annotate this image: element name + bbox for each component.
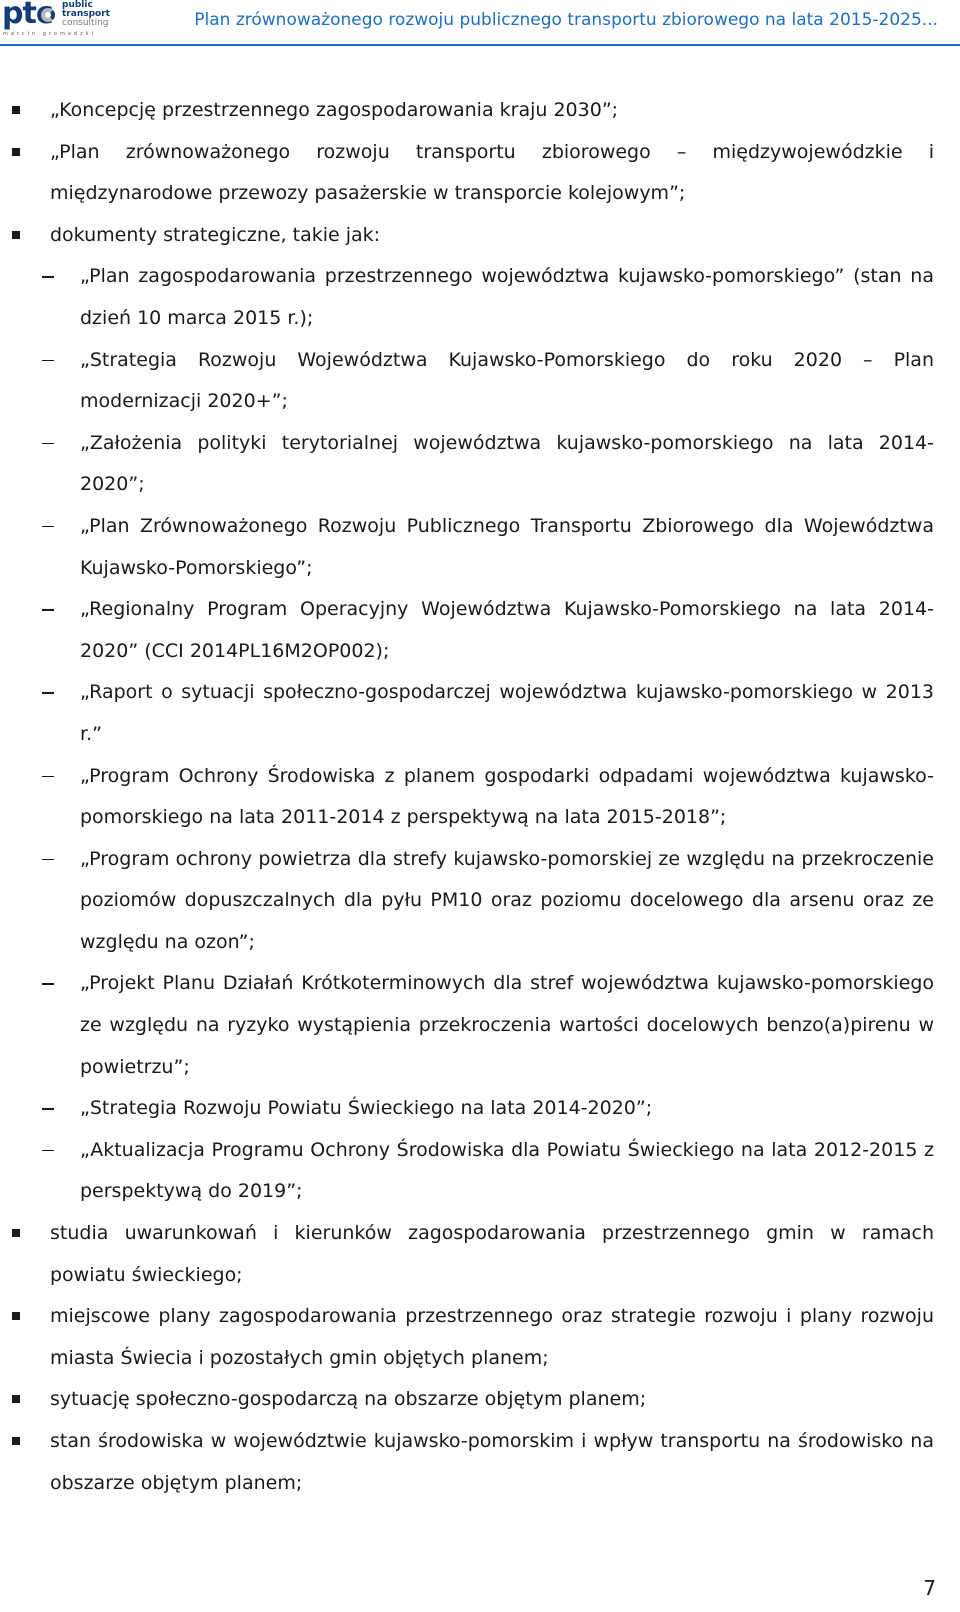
- square-bullet-icon: [12, 1437, 20, 1445]
- list-item-text: dokumenty strategiczne, takie jak:: [50, 223, 381, 246]
- list-item-text: „Raport o sytuacji społeczno-gospodarczej województwa kujawsko-pomorskiego w 2013 r.”: [80, 681, 934, 745]
- logo-ptc-text: ptc: [2, 0, 53, 31]
- header-divider: [0, 44, 960, 46]
- logo-ring-icon: [41, 8, 55, 22]
- logo-word: consulting: [62, 18, 109, 28]
- list-item: [0, 1379, 960, 1421]
- list-item-text: „Plan zagospodarowania przestrzennego województwa kujawsko-pomorskiego” (stan na dzień 10 marca 2015 r.);: [80, 265, 934, 329]
- list-item-text: „Strategia Rozwoju Powiatu Świeckiego na lata 2014-2020”;: [80, 1097, 653, 1120]
- logo-words: [62, 1, 110, 28]
- sub-list-item: [0, 423, 960, 506]
- document-title: Plan zrównoważonego rozwoju publicznego transportu zbiorowego na lata 2015-2025...: [194, 10, 938, 30]
- sub-list-item: [0, 506, 960, 589]
- list-item-text: „Projekt Planu Działań Krótkoterminowych dla stref województwa kujawsko-pomorskiego ze względu na ryzyko wystąpienia przekroczenia wartości docelowych benzo(a)pirenu w powietrzu”;: [80, 972, 934, 1078]
- list-item-text: „Plan zrównoważonego rozwoju transportu zbiorowego – międzywojewódzkie i międzynarodowe przewozy pasażerskie w transporcie kolejowym”;: [50, 140, 934, 205]
- square-bullet-icon: [12, 1229, 20, 1237]
- dash-bullet-icon: [42, 776, 54, 777]
- list-item: [0, 1421, 960, 1504]
- square-bullet-icon: [12, 148, 20, 156]
- list-item-text: „Koncepcję przestrzennego zagospodarowania kraju 2030”;: [50, 99, 619, 121]
- square-bullet-icon: [12, 106, 20, 114]
- logo-word: public: [62, 0, 93, 10]
- dash-bullet-icon: [42, 692, 54, 693]
- dash-bullet-icon: [42, 859, 54, 860]
- square-bullet-icon: [12, 231, 20, 239]
- dash-bullet-icon: [42, 983, 54, 984]
- dash-bullet-icon: [42, 360, 54, 361]
- sub-list-item: [0, 1088, 960, 1130]
- company-logo: [0, 0, 120, 42]
- list-item-text: studia uwarunkowań i kierunków zagospodarowania przestrzennego gmin w ramach powiatu świeckiego;: [50, 1222, 934, 1286]
- dash-bullet-icon: [42, 276, 54, 277]
- dash-bullet-icon: [42, 1150, 54, 1151]
- list-item: [0, 132, 960, 215]
- list-item-text: „Regionalny Program Operacyjny Województwa Kujawsko-Pomorskiego na lata 2014-2020” (CCI 2014PL16M2OP002);: [80, 598, 934, 662]
- list-item-text: „Program ochrony powietrza dla strefy kujawsko-pomorskiej ze względu na przekroczenie poziomów dopuszczalnych dla pyłu PM10 oraz poziomu docelowego dla arsenu oraz ze względu na ozon”;: [80, 847, 934, 953]
- list-item: [0, 1213, 960, 1296]
- logo-word: transport: [62, 9, 110, 19]
- dash-bullet-icon: [42, 443, 54, 444]
- list-item: [0, 215, 960, 257]
- sub-list-item: [0, 1130, 960, 1213]
- square-bullet-icon: [12, 1395, 20, 1403]
- bullet-list: [0, 90, 960, 1504]
- list-item: [0, 1296, 960, 1379]
- dash-bullet-icon: [42, 609, 54, 610]
- list-item-text: miejscowe plany zagospodarowania przestrzennego oraz strategie rozwoju i plany rozwoju miasta Świecia i pozostałych gmin objętych planem;: [50, 1305, 934, 1369]
- list-item-text: „Program Ochrony Środowiska z planem gospodarki odpadami województwa kujawsko-pomorskiego na lata 2011-2014 z perspektywą na lata 2015-2018”;: [80, 764, 934, 829]
- sub-list-item: [0, 340, 960, 423]
- list-item-text: „Strategia Rozwoju Województwa Kujawsko-Pomorskiego do roku 2020 – Plan modernizacji 2020+”;: [80, 348, 934, 413]
- logo-tagline: marcin gromadzki: [3, 31, 96, 37]
- list-item-text: „Założenia polityki terytorialnej województwa kujawsko-pomorskiego na lata 2014-2020”;: [80, 431, 934, 496]
- sub-list-item: [0, 756, 960, 839]
- list-item-text: stan środowiska w województwie kujawsko-pomorskim i wpływ transportu na środowisko na obszarze objętym planem;: [50, 1430, 934, 1494]
- list-item-text: „Plan Zrównoważonego Rozwoju Publicznego Transportu Zbiorowego dla Województwa Kujawsko-Pomorskiego”;: [80, 514, 934, 579]
- sub-list-item: [0, 256, 960, 339]
- page-number: 7: [923, 1576, 936, 1600]
- list-item: [0, 90, 960, 132]
- square-bullet-icon: [12, 1312, 20, 1320]
- page-header: [0, 0, 960, 46]
- list-item-text: „Aktualizacja Programu Ochrony Środowiska dla Powiatu Świeckiego na lata 2012-2015 z perspektywą do 2019”;: [80, 1138, 934, 1203]
- sub-list-item: [0, 672, 960, 755]
- sub-list-item: [0, 589, 960, 672]
- list-item-text: sytuację społeczno-gospodarczą na obszarze objętym planem;: [50, 1388, 647, 1411]
- sub-list-item: [0, 839, 960, 964]
- dash-bullet-icon: [42, 526, 54, 527]
- sub-list-item: [0, 963, 960, 1088]
- dash-bullet-icon: [42, 1108, 54, 1109]
